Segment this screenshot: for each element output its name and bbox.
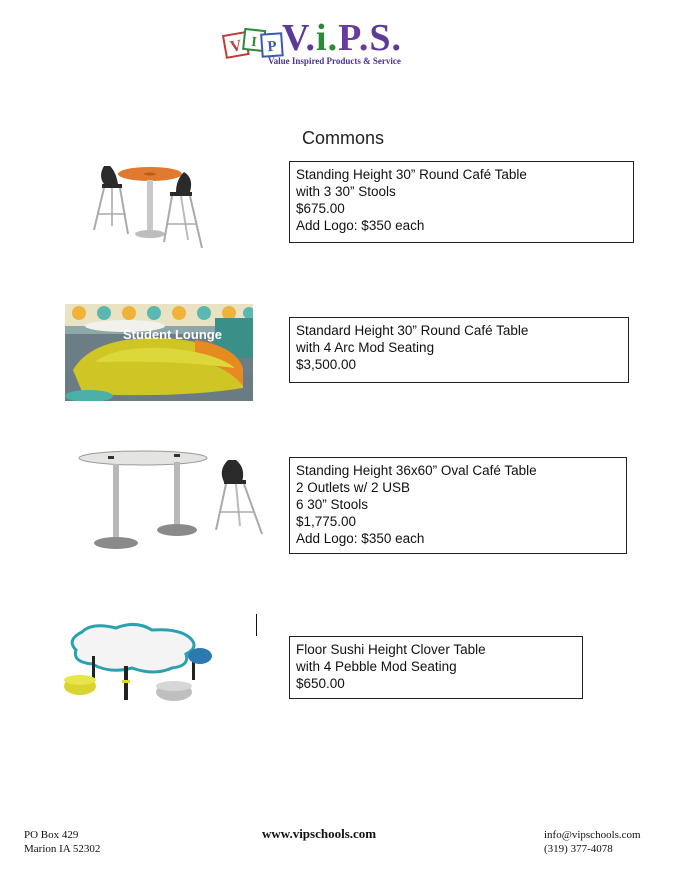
product-line: 2 Outlets w/ 2 USB (296, 480, 411, 495)
footer-website-link[interactable]: www.vipschools.com (262, 826, 377, 841)
product-description-box (289, 161, 634, 243)
svg-text:I: I (250, 34, 258, 51)
product-description-box (289, 317, 629, 383)
svg-text:P: P (266, 38, 278, 56)
product-line: 6 30” Stools (296, 497, 369, 512)
logo-letter-p: P. (338, 17, 370, 59)
logo-letter-s: S. (369, 17, 402, 59)
logo-letter-v: V. (282, 17, 317, 59)
product-line: with 4 Arc Mod Seating (296, 340, 435, 355)
address-line: Marion IA 52302 (24, 843, 101, 855)
product-line: Standing Height 36x60” Oval Café Table (296, 463, 537, 478)
footer-contact (544, 828, 641, 856)
product-price: $675.00 (296, 201, 345, 216)
product-line: Add Logo: $350 each (296, 218, 425, 233)
student-lounge-image (65, 304, 253, 401)
product-line: Add Logo: $350 each (296, 531, 425, 546)
round-cafe-table-image (84, 158, 214, 256)
product-price: $1,775.00 (296, 514, 357, 529)
logo-wordmark (282, 16, 402, 60)
product-line: Standing Height 30” Round Café Table (296, 167, 527, 182)
vips-logo (222, 17, 442, 70)
footer-address (24, 828, 100, 856)
product-line: with 4 Pebble Mod Seating (296, 659, 457, 674)
product-description-box (289, 636, 583, 699)
product-price: $3,500.00 (296, 357, 357, 372)
logo-tagline: Value Inspired Products & Service (268, 56, 401, 66)
footer-email[interactable]: info@vipschools.com (544, 829, 641, 841)
oval-cafe-table-image (78, 446, 268, 554)
text-cursor-mark (256, 614, 257, 636)
address-line: PO Box 429 (24, 829, 79, 841)
product-line: Floor Sushi Height Clover Table (296, 642, 486, 657)
logo-letter-i: i. (316, 17, 339, 59)
product-description-box (289, 457, 627, 554)
product-line: Standard Height 30” Round Café Table (296, 323, 529, 338)
clover-table-image (62, 620, 214, 708)
svg-text:V: V (228, 37, 244, 56)
product-line: with 3 30” Stools (296, 184, 396, 199)
section-title: Commons (302, 128, 385, 148)
student-lounge-label: Student Lounge (123, 327, 222, 342)
footer-phone: (319) 377-4078 (544, 843, 613, 855)
product-price: $650.00 (296, 676, 345, 691)
